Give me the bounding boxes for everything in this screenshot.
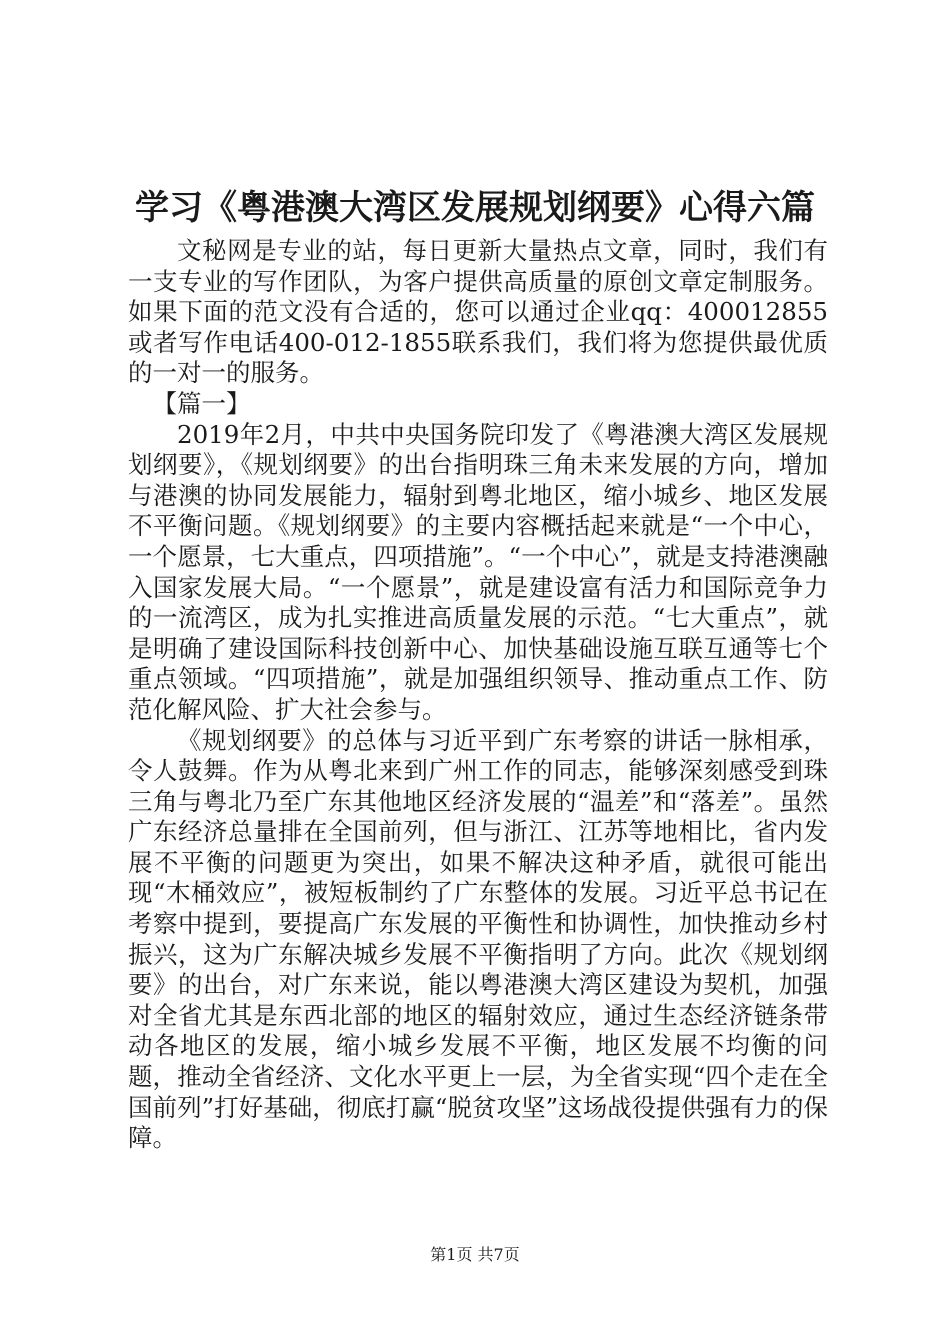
intro-paragraph: 文秘网是专业的站，每日更新大量热点文章，同时，我们有一支专业的写作团队，为客户提供高质量的原创文章定制服务。如果下面的范文没有合适的，您可以通过企业qq：400012855或者写作电话400-012-1855联系我们，我们将为您提供最优质的一对一的服务。 [128,236,828,388]
body-paragraph-1: 2019年2月，中共中央国务院印发了《粤港澳大湾区发展规划纲要》，《规划纲要》的出台指明珠三角未来发展的方向，增加与港澳的协同发展能力，辐射到粤北地区，缩小城乡、地区发展不平衡问题。《规划纲要》的主要内容概括起来就是“一个中心，一个愿景，七大重点，四项措施”。“一个中心”，就是支持港澳融入国家发展大局。“一个愿景”，就是建设富有活力和国际竞争力的一流湾区，成为扎实推进高质量发展的示范。“七大重点”，就是明确了建设国际科技创新中心、加快基础设施互联互通等七个重点领域。“四项措施”，就是加强组织领导、推动重点工作、防范化解风险、扩大社会参与。 [128,419,828,724]
document-body [128,236,828,1154]
page-footer: 第1页 共7页 [430,1245,520,1264]
body-paragraph-2: 《规划纲要》的总体与习近平到广东考察的讲话一脉相承，令人鼓舞。作为从粤北来到广州工作的同志，能够深刻感受到珠三角与粤北乃至广东其他地区经济发展的“温差”和“落差”。虽然广东经济总量排在全国前列，但与浙江、江苏等地相比，省内发展不平衡的问题更为突出，如果不解决这种矛盾，就很可能出现“木桶效应”，被短板制约了广东整体的发展。习近平总书记在考察中提到，要提高广东发展的平衡性和协调性，加快推动乡村振兴，这为广东解决城乡发展不平衡指明了方向。此次《规划纲要》的出台，对广东来说，能以粤港澳大湾区建设为契机，加强对全省尤其是东西北部的地区的辐射效应，通过生态经济链条带动各地区的发展，缩小城乡发展不平衡，地区发展不均衡的问题，推动全省经济、文化水平更上一层，为全省实现“四个走在全国前列”打好基础，彻底打赢“脱贫攻坚”这场战役提供强有力的保障。 [128,725,828,1153]
section-heading: 【篇一】 [152,388,251,418]
document-title: 学习《粤港澳大湾区发展规划纲要》心得六篇 [135,188,815,228]
